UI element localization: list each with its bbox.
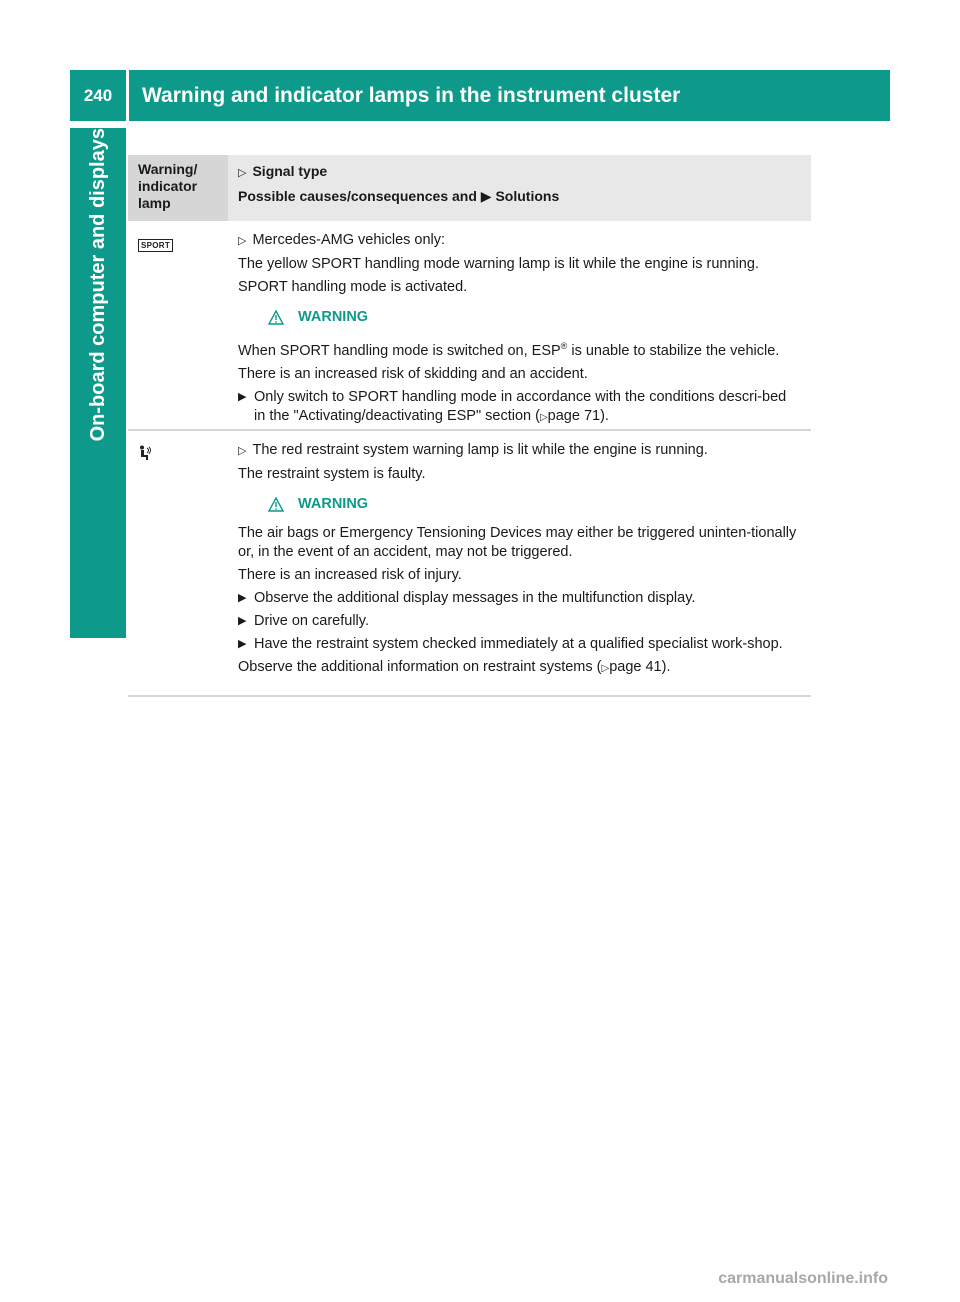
- signal-text: Mercedes-AMG vehicles only:: [252, 232, 446, 248]
- signal-triangle-icon: ▷: [238, 167, 247, 179]
- final-note: Observe the additional information on restraint systems (: [238, 659, 602, 675]
- col2-header-line2: Possible causes/consequences and: [238, 188, 477, 204]
- warning-text: When SPORT handling mode is switched on, ESP: [238, 342, 561, 359]
- instruction-step: ▶ Only switch to SPORT handling mode in accordance with the conditions descri-bed in the "Activating/deactivating ESP" section (▷page 71).: [238, 388, 801, 427]
- step-arrow-icon: ▶: [238, 615, 247, 627]
- col2-header-solutions: Solutions: [495, 188, 560, 204]
- page-reference[interactable]: page 41: [609, 659, 662, 675]
- instruction-step: ▶ Drive on carefully.: [238, 613, 369, 629]
- page-ref-icon: ▷: [539, 411, 548, 423]
- watermark: carmanualsonline.info: [718, 1270, 888, 1287]
- warning-text: The air bags or Emergency Tensioning Devices may either be triggered uninten-tionally or, in the event of an accident, may not be triggered.: [238, 525, 797, 560]
- signal-triangle-icon: ▷: [238, 445, 247, 457]
- table-row: [128, 221, 811, 431]
- warning-lamp-table: [128, 155, 811, 697]
- warning-text: There is an increased risk of injury.: [238, 567, 462, 583]
- warning-heading: WARNING: [268, 495, 801, 514]
- sport-lamp-icon: SPORT: [138, 239, 173, 252]
- side-tab-label: On-board computer and displays: [87, 128, 109, 442]
- cause-text: SPORT handling mode is activated.: [238, 279, 468, 295]
- warning-triangle-icon: [268, 497, 284, 512]
- cause-text: The yellow SPORT handling mode warning lamp is lit while the engine is running.: [238, 256, 759, 272]
- step-arrow-icon: ▶: [238, 638, 247, 650]
- warning-text: There is an increased risk of skidding and an accident.: [238, 365, 588, 382]
- table-row: [128, 431, 811, 697]
- page-number: 240: [70, 70, 126, 121]
- restraint-system-icon: [138, 445, 152, 461]
- instruction-step: ▶ Observe the additional display messages in the multifunction display.: [238, 590, 696, 606]
- warning-heading: WARNING: [268, 308, 801, 327]
- solutions-arrow-icon: ▶: [480, 188, 492, 204]
- warning-triangle-icon: [268, 310, 284, 325]
- lamp-cell: [128, 221, 228, 429]
- page-reference[interactable]: page 71: [547, 407, 601, 424]
- col1-header: Warning/ indicator lamp: [128, 155, 228, 221]
- col2-header: [228, 155, 811, 221]
- col2-header-line1: Signal type: [252, 163, 328, 179]
- step-arrow-icon: ▶: [238, 390, 247, 403]
- page-title: Warning and indicator lamps in the instrument cluster: [129, 70, 890, 121]
- table-header: [128, 155, 811, 221]
- description-cell: ▷ Mercedes-AMG vehicles only: The yellow SPORT handling mode warning lamp is lit while the engine is running. SPORT handling mode is activated. WARNING When SPORT handling mode is switched on, ESP® is unable to stabilize the vehicle. There is an increased risk of skidding and an accident. ▶ Only switch to SPORT handling mode in accordance with the conditions descri-bed in the "Activating/deactivating ESP" section (▷page 71).: [228, 221, 811, 429]
- signal-triangle-icon: ▷: [238, 235, 247, 247]
- description-cell: ▷ The red restraint system warning lamp is lit while the engine is running. The restraint system is faulty. WARNING The air bags or Emergency Tensioning Devices may either be triggered uninten-tionally or, in the event of an accident, may not be triggered. There is an increased risk of injury. ▶ Observe the additional display messages in the multifunction display. ▶ Drive on carefully. ▶ Have the restraint system checked immediately at a qualified specialist work-shop. Observe the additional information on restraint systems (▷page 41).: [228, 431, 811, 695]
- lamp-cell: [128, 431, 228, 695]
- step-arrow-icon: ▶: [238, 592, 247, 604]
- instruction-step: ▶ Have the restraint system checked immediately at a qualified specialist work-shop.: [238, 636, 783, 652]
- signal-text: The red restraint system warning lamp is lit while the engine is running.: [252, 442, 708, 458]
- cause-text: The restraint system is faulty.: [238, 466, 426, 482]
- page-ref-icon: ▷: [601, 663, 610, 674]
